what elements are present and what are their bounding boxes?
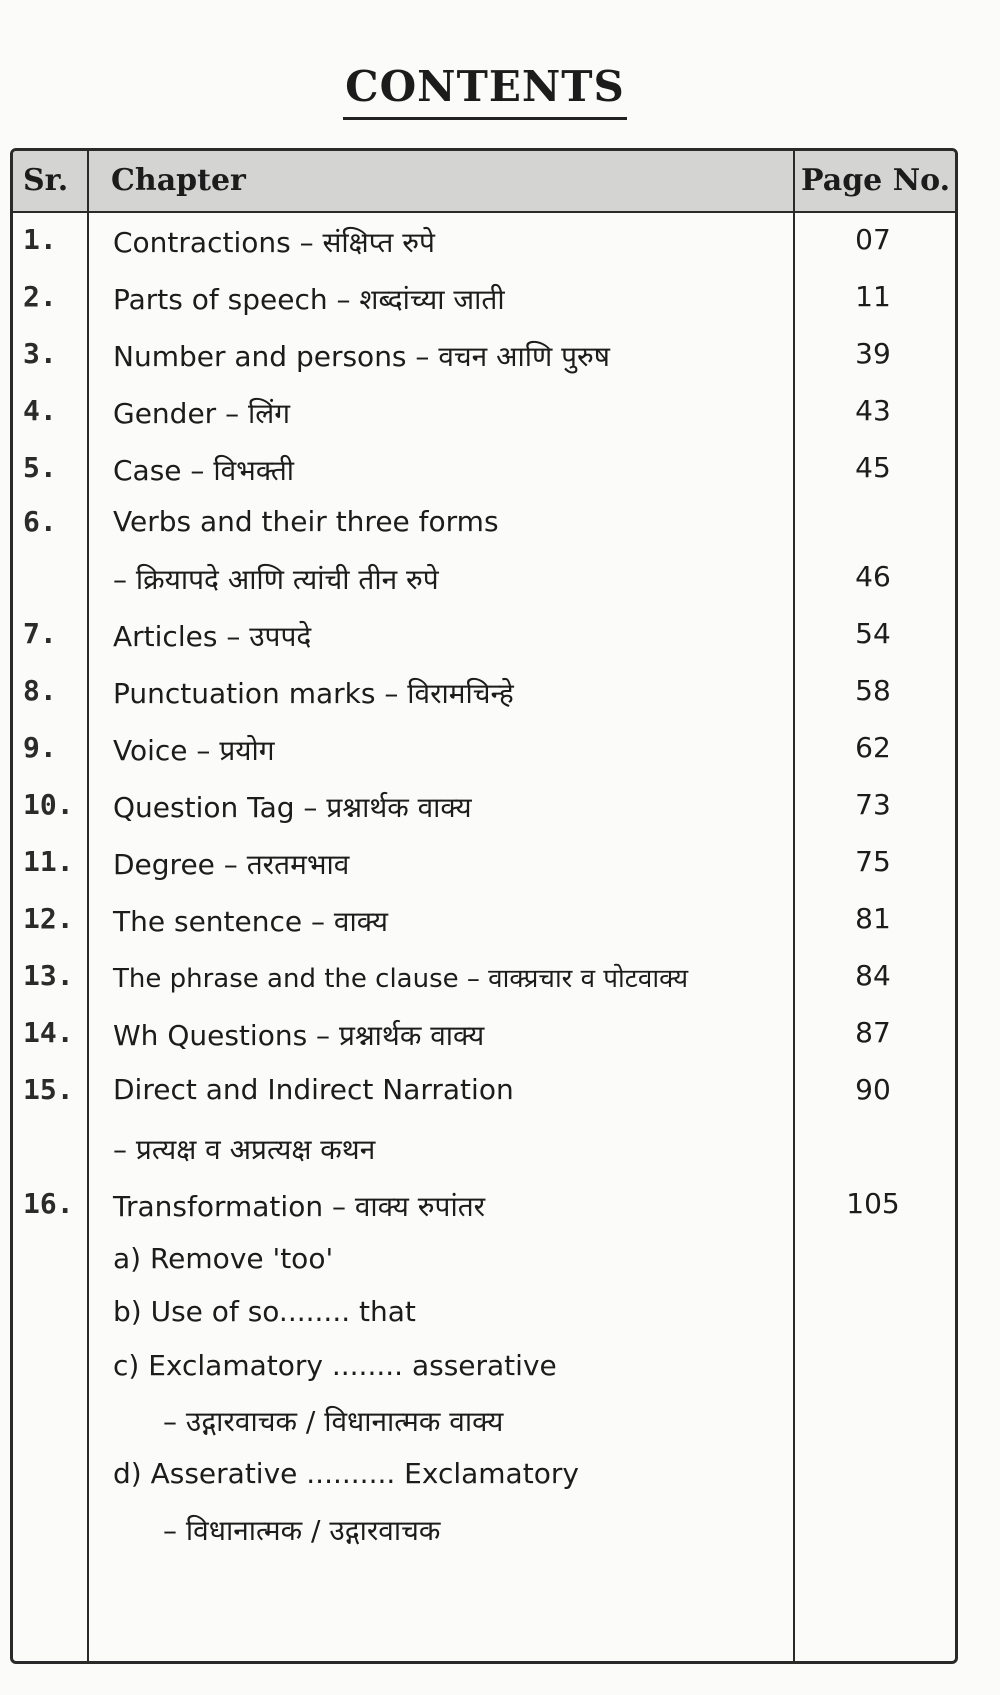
row-sr: 14. xyxy=(23,1016,74,1049)
row-page: 07 xyxy=(855,223,891,256)
table-row xyxy=(13,729,955,769)
table-row xyxy=(13,672,955,712)
row-sr: 11. xyxy=(23,845,74,878)
row-sr: 12. xyxy=(23,902,74,935)
row-page: 62 xyxy=(855,731,891,764)
row-chapter: Verbs and their three forms xyxy=(113,505,499,538)
table-row xyxy=(13,1014,955,1054)
sub-item xyxy=(13,1293,955,1333)
sub-item xyxy=(13,1400,955,1440)
header-sr: Sr. xyxy=(23,163,69,198)
page-title: CONTENTS xyxy=(0,62,970,111)
row-sr: 4. xyxy=(23,394,57,427)
row-chapter: Direct and Indirect Narration xyxy=(113,1073,514,1106)
row-chapter: Voice – प्रयोग xyxy=(113,734,275,767)
row-sr: 16. xyxy=(23,1187,74,1220)
table-row xyxy=(13,392,955,432)
table-row xyxy=(13,615,955,655)
row-chapter: Parts of speech – शब्दांच्या जाती xyxy=(113,283,505,316)
row-chapter: The phrase and the clause – वाक्प्रचार व पोटवाक्य xyxy=(113,964,689,994)
row-chapter: Question Tag – प्रश्नार्थक वाक्य xyxy=(113,791,472,824)
row-chapter: Number and persons – वचन आणि पुरुष xyxy=(113,340,610,373)
row-page: 84 xyxy=(855,959,891,992)
row-page: 39 xyxy=(855,337,891,370)
row-sr: 6. xyxy=(23,505,57,538)
row-page: 43 xyxy=(855,394,891,427)
row-chapter: Degree – तरतमभाव xyxy=(113,848,350,881)
row-sr: 8. xyxy=(23,674,57,707)
row-sr: 9. xyxy=(23,731,57,764)
row-page: 75 xyxy=(855,845,891,878)
sub-item-text: – उद्गारवाचक / विधानात्मक वाक्य xyxy=(163,1405,504,1438)
row-page: 73 xyxy=(855,788,891,821)
row-page: 87 xyxy=(855,1016,891,1049)
row-page: 90 xyxy=(855,1073,891,1106)
row-chapter: Punctuation marks – विरामचिन्हे xyxy=(113,677,514,710)
row-chapter: The sentence – वाक्य xyxy=(113,905,388,938)
table-row xyxy=(13,449,955,489)
row-page: 54 xyxy=(855,617,891,650)
row-chapter: Contractions – संक्षिप्त रुपे xyxy=(113,226,435,259)
sub-item xyxy=(13,1455,955,1495)
table-row xyxy=(13,558,955,598)
table-row xyxy=(13,843,955,883)
row-page: 58 xyxy=(855,674,891,707)
sub-item xyxy=(13,1509,955,1549)
header-page-no: Page No. xyxy=(801,163,951,198)
table-row xyxy=(13,786,955,826)
sub-item-text: b) Use of so........ that xyxy=(113,1295,416,1328)
table-row xyxy=(13,1128,955,1168)
row-page: 11 xyxy=(855,280,891,313)
row-page: 81 xyxy=(855,902,891,935)
table-row xyxy=(13,900,955,940)
sub-item-text: d) Asserative .......... Exclamatory xyxy=(113,1457,579,1490)
table-row xyxy=(13,1071,955,1111)
row-sr: 1. xyxy=(23,223,57,256)
table-row xyxy=(13,503,955,543)
sub-item-text: – विधानात्मक / उद्गारवाचक xyxy=(163,1514,441,1547)
row-chapter: – क्रियापदे आणि त्यांची तीन रुपे xyxy=(113,563,439,596)
table-header xyxy=(13,151,955,213)
sub-item xyxy=(13,1347,955,1387)
row-chapter: Articles – उपपदे xyxy=(113,620,312,653)
row-chapter: Transformation – वाक्य रुपांतर xyxy=(113,1190,486,1223)
row-page: 46 xyxy=(855,560,891,593)
row-chapter: – प्रत्यक्ष व अप्रत्यक्ष कथन xyxy=(113,1133,376,1166)
table-row xyxy=(13,221,955,261)
sub-item-text: a) Remove 'too' xyxy=(113,1242,334,1275)
table-row xyxy=(13,335,955,375)
row-page: 45 xyxy=(855,451,891,484)
row-chapter: Wh Questions – प्रश्नार्थक वाक्य xyxy=(113,1019,485,1052)
sub-item xyxy=(13,1240,955,1280)
table-row xyxy=(13,957,955,997)
row-sr: 10. xyxy=(23,788,74,821)
table-row xyxy=(13,1185,955,1225)
row-sr: 15. xyxy=(23,1073,74,1106)
row-chapter: Gender – लिंग xyxy=(113,397,290,430)
row-page: 105 xyxy=(846,1187,900,1220)
row-sr: 13. xyxy=(23,959,74,992)
row-sr: 2. xyxy=(23,280,57,313)
contents-table xyxy=(10,148,958,1664)
row-chapter: Case – विभक्ती xyxy=(113,454,295,487)
sub-item-text: c) Exclamatory ........ asserative xyxy=(113,1349,557,1382)
row-sr: 7. xyxy=(23,617,57,650)
header-chapter: Chapter xyxy=(111,163,246,198)
row-sr: 5. xyxy=(23,451,57,484)
table-row xyxy=(13,278,955,318)
row-sr: 3. xyxy=(23,337,57,370)
